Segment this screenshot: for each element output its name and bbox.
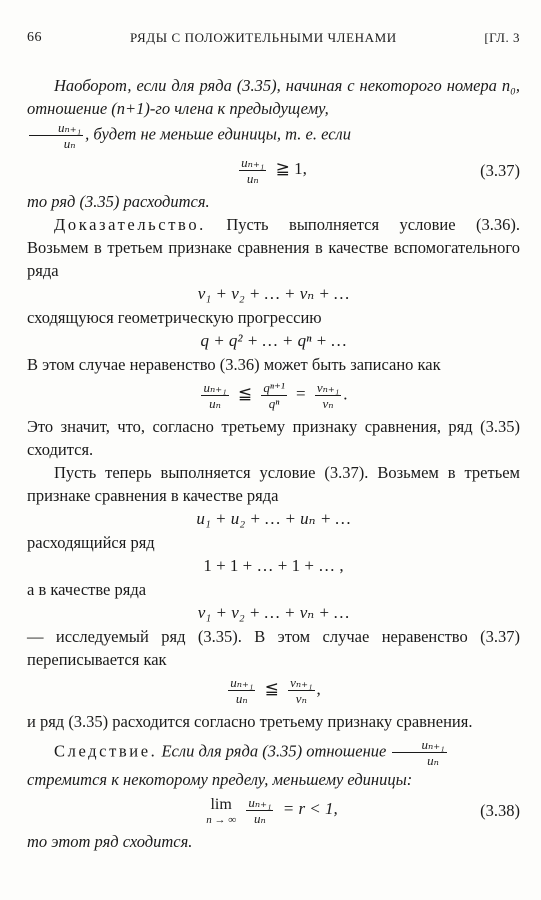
paragraph-diverges: и ряд (3.35) расходится согласно третьему признаку сравнения. (27, 712, 473, 731)
paragraph-divergent: расходящийся ряд (27, 533, 155, 552)
equation-number: (3.37) (480, 160, 520, 180)
corollary-word: Следствие. (54, 741, 158, 761)
running-title: РЯДЫ С ПОЛОЖИТЕЛЬНЫМИ ЧЛЕНАМИ (130, 30, 397, 45)
paragraph-converges: Это значит, что, согласно третьему признаку сравнения, ряд (3.35) сходится. (27, 417, 520, 459)
paragraph-second-case: Пусть теперь выполняется условие (3.37). Возьмем в третьем признаке сравнения в качестве ряда (27, 463, 520, 505)
paragraph-theorem (27, 74, 520, 151)
formula-series-v-2: v₁ + v₂ + … + vₙ + … (197, 603, 350, 622)
formula-series-ones: 1 + 1 + … + 1 + … , (203, 556, 344, 575)
paragraph-geometric: сходящуюся геометрическую прогрессию (27, 308, 322, 327)
limit-operator: lim n → ∞ (206, 795, 237, 826)
formula-inequality: $\frac{\text{uₙ₊₁}}{\text{uₙ}}$ ≦ $\frac{\text{qⁿ⁺¹}}{\text{qⁿ}}$ = $\frac{\text{vₙ₊₁}}{\text{vₙ}}$ . (203, 380, 348, 411)
theorem-text: Наоборот, если для ряда (3.35), начиная с некоторого номера n₀, отношение (n+1)-го члена к предыдущему, (27, 76, 520, 118)
paragraph-proof: Доказательство. Пусть выполняется условие (3.36). Возьмем в третьем признаке сравнения в качестве вспомогательного ряда (27, 215, 520, 280)
formula-3-38: lim n → ∞ $\frac{\text{uₙ₊₁}}{\text{uₙ}}$ = r < 1, (3.38) (206, 795, 520, 826)
formula-inequality-2: $\frac{\text{uₙ₊₁}}{\text{uₙ}}$ ≦ $\frac{\text{vₙ₊₁}}{\text{vₙ}}$ , (230, 675, 321, 706)
theorem-text-cont: , будет не меньше единицы, т. е. если (85, 124, 351, 144)
formula-series-u: u₁ + u₂ + … + uₙ + … (196, 509, 351, 528)
proof-word: Доказательство. (54, 215, 206, 234)
paragraph-inequality: В этом случае неравенство (3.36) может быть записано как (27, 355, 441, 374)
formula-series-v: v₁ + v₂ + … + vₙ + … (197, 284, 350, 303)
paragraph-investigated: — исследуемый ряд (3.35). В этом случае неравенство (3.37) переписывается как (27, 627, 520, 669)
paragraph-conclusion: то ряд (3.35) расходится. (27, 192, 210, 211)
chapter-label: [ГЛ. 3 (484, 30, 520, 45)
equation-number: (3.38) (480, 800, 520, 820)
formula-series-q: q + q² + … + qⁿ + … (200, 331, 347, 350)
paragraph-as-series: а в качестве ряда (27, 580, 147, 599)
paragraph-corollary: Следствие. Если для ряда (3.35) отношение $\frac{\text{uₙ₊₁}}{\text{uₙ}}$ стремится к некоторому пределу, меньшему единицы: (27, 737, 445, 789)
page-number: 66 (27, 30, 42, 45)
fraction-un1-un: $\frac{\text{uₙ₊₁}}{\text{uₙ}}$ (29, 120, 83, 151)
page-header (27, 30, 520, 52)
paragraph-final: то этот ряд сходится. (27, 832, 193, 851)
formula-3-37: $\frac{\text{uₙ₊₁}}{\text{uₙ}}$ ≧ 1, (3.37) (241, 155, 520, 186)
